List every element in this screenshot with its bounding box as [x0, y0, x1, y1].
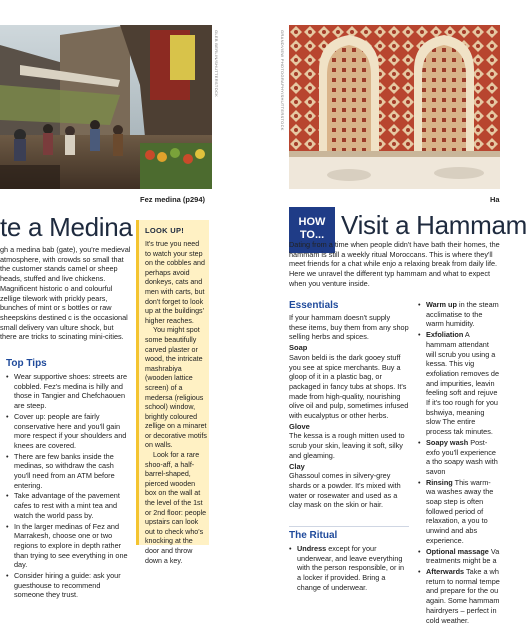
glove-text: The kessa is a rough mitten used to scrub your skin, leaving it soft, silky and gleaming. [289, 431, 405, 460]
hammam-photo [289, 25, 500, 189]
step-lead: Warm up [426, 300, 457, 309]
list-item: • In the larger medinas of Fez and Marrakesh, choose one or two regions to explore in depth rather than trying to see everything in one day. [6, 522, 131, 571]
essentials-heading: Essentials [289, 300, 339, 311]
essentials-column [289, 313, 409, 510]
step-text: except for your underwear, and leave everything with the person responsible, or in a locker if provided. Bring a change of underwear. [297, 544, 405, 592]
look-up-text [145, 240, 207, 566]
list-item [418, 300, 500, 329]
step-text: This warm-wa washes away the soap step is often followed period of relaxation, a you to unwind and abs experience. [426, 477, 494, 545]
look-up-paragraph: You might spot some beautifully carved plaster or wood, the intricate mashrabiya (wooden lattice screen) of a medersa (religious school) window, brightly coloured zellige on a minaret or decorative motifs on walls. [145, 326, 207, 450]
clay-text: Ghassoul comes in silvery-grey shards or a powder. It's mixed with water or rosewater and used as a clay mask on the skin or hair. [289, 471, 401, 510]
divider [289, 526, 409, 527]
step-lead: Optional massage [426, 546, 489, 556]
look-up-paragraph: It's true you need to watch your step on the cobbles and perhaps avoid donkeys, cats and men with carts, but don't forget to look up at the buildings' higher reaches. [145, 240, 205, 325]
photo-credit: GRANDVIEW PHOTOGRAPHY/SHUTTERSTOCK [280, 30, 285, 131]
soap-text: Savon beldi is the dark gooey stuff you see at spice merchants. Buy a gloop of it in a plastic bag, or packaged in fancy tubs at shops. It's made from high-quality, nourishing olive oil and pulp, sometimes infused with eucalyptus or other herbs. [289, 352, 409, 421]
step-lead: Rinsing [426, 477, 453, 487]
list-item [289, 544, 409, 593]
glove-subheading: Glove [289, 421, 310, 431]
photo-credit: GLEB BERLIN/SHUTTERSTOCK [214, 30, 219, 98]
list-item [418, 438, 500, 477]
page-title: te a Medina [0, 212, 133, 242]
list-item: • Wear supportive shoes: streets are cobbled. Fez's medina is hilly and those in Tangier and Chefchaouen are steep. [6, 372, 131, 411]
list-item [418, 567, 500, 625]
list-item: • Cover up: people are fairly conservative here and you'll gain more respect if your shoulders and knees are covered. [6, 412, 131, 451]
list-item: • Consider hiring a guide: ask your guesthouse to recommend someone they trust. [6, 571, 131, 600]
photo-caption: Fez medina (p294) [140, 195, 206, 204]
how-to-badge: HOW TO... [289, 207, 335, 253]
step-text: Take a wh return to normal tempe and prepare for the ou again. Some hammam hairdryers – perfect in cold weather. [426, 566, 500, 625]
essentials-intro: If your hammam doesn't supply these items, buy them from any shop selling herbs and spices. [289, 313, 409, 342]
step-text: Post-exfo you'll experience a tho soapy wash with savon [426, 437, 498, 476]
soap-subheading: Soap [289, 343, 308, 353]
ritual-steps-column [418, 300, 500, 626]
look-up-paragraph: Look for a rare shoo-aff, a half-barrel-shaped, pierced wooden box on the wall at the level of the 1st or 2nd floor: people upstairs can look out to check who's knocking at the door and throw down a key. [145, 451, 207, 565]
top-tips-list [6, 372, 131, 601]
clay-subheading: Clay [289, 461, 305, 471]
step-text: Va treatments might be a [426, 546, 500, 566]
ritual-first-step [289, 544, 409, 594]
list-item: • Take advantage of the pavement cafes to rest with a mint tea and watch the world pass by. [6, 491, 131, 520]
fez-medina-photo [0, 25, 212, 189]
ritual-heading: The Ritual [289, 530, 338, 541]
intro-paragraph: gh a medina bab (gate), you're medieval atmosphere, with crowds so small that the customer stands camel or sheep heads, stuffed and live chickens. Magnificent historic o and colourful zellige tilework with prickly pears, bunches of mint or s bottles or raw sheepskins destined c is the occasional small delivery van ulture shock, but there are tricks to scinating mini-cities. [0, 245, 131, 342]
list-item [418, 330, 500, 437]
step-lead: Soapy wash [426, 437, 469, 447]
list-item: • There are few banks inside the medinas, so withdraw the cash you'll need from an ATM before entering. [6, 452, 131, 491]
step-lead: Exfoliation [426, 330, 464, 340]
photo-caption: Ha [490, 195, 500, 204]
look-up-heading: LOOK UP! [145, 226, 185, 235]
step-lead: Afterwards [426, 566, 465, 576]
list-item [418, 478, 500, 546]
top-tips-heading: Top Tips [6, 358, 47, 369]
step-text: in the steam acclimatise to the warm humidity. [426, 300, 499, 329]
look-up-sidebar [136, 220, 209, 565]
intro-paragraph: Dating from a time when people didn't have bath their homes, the hammam is still a weekly ritual Moroccans. This is where they'll meet friends for a chat while enjo a relaxing break from daily life. Here we unravel the different typ hammam and what to expect when you venture inside. [289, 240, 500, 288]
list-item [418, 547, 500, 566]
page-title: Visit a Hammam [341, 210, 527, 240]
step-lead: Undress [297, 544, 327, 553]
step-text: A hammam attendant will scrub you using a kessa. This vig exfoliation removes de and impurities, leavin feeling soft and rejuve If it's too rough for you bshwiya, meaning slow The entire process tak minutes. [426, 330, 500, 437]
